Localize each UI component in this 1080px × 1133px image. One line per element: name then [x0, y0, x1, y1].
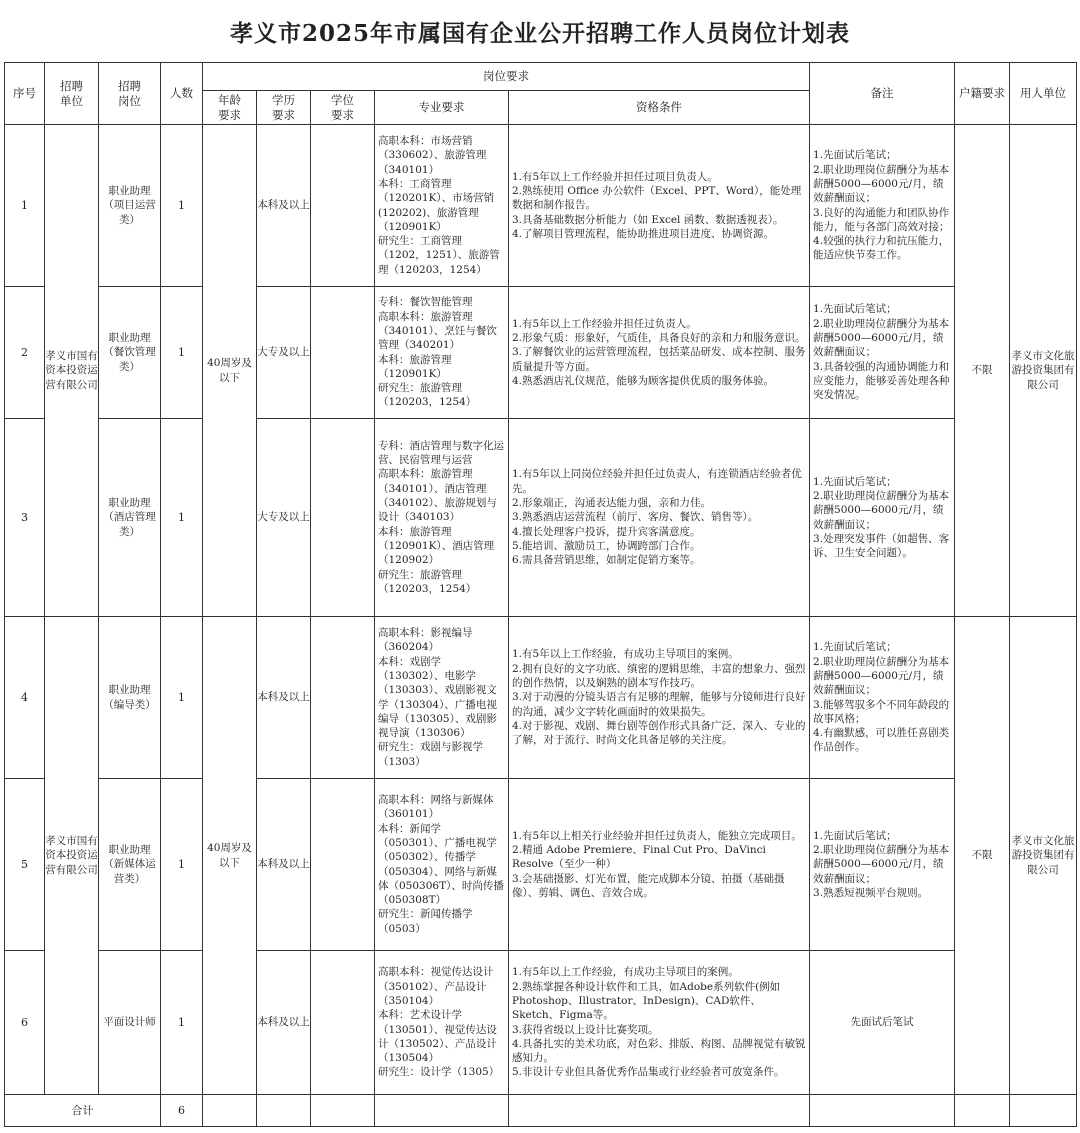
note-line: 4.较强的执行力和抗压能力，能适应快节奏工作。: [813, 235, 950, 262]
qual-line: 2.精通 Adobe Premiere、Final Cut Pro、DaVinci Resolve（至少一种）: [512, 844, 766, 871]
total-count: 6: [161, 1095, 203, 1127]
degree-cell: [311, 125, 375, 287]
req-line: 高职本科：旅游管理（340101）、酒店管理（340102）、旅游规划与设计（340103）: [378, 468, 497, 524]
note-cell: [810, 951, 955, 1095]
note-cell: [810, 125, 955, 287]
qual-line: 2.熟练掌握各种设计软件和工具，如Adobe系列软件(例如Photoshop、Illustrator、InDesign)、CAD软件、Sketch、Figma等。: [512, 980, 781, 1022]
qual-line: 5.非设计专业但具备优秀作品集或行业经验者可放宽条件。: [512, 1066, 785, 1079]
seq-cell: 5: [5, 779, 45, 951]
req-line: 研究生：戏剧与影视学（1303）: [378, 741, 483, 768]
note-cell: [810, 617, 955, 779]
count-cell: 1: [161, 617, 203, 779]
qual-line: 1.有5年以上同岗位经验并担任过负责人，有连锁酒店经验者优先。: [512, 468, 802, 495]
qual-line: 1.有5年以上相关行业经验并担任过负责人，能独立完成项目。: [512, 829, 802, 842]
major-cell: [375, 419, 509, 617]
header-major: 专业要求: [375, 91, 509, 125]
edu-cell: 大专及以上: [257, 287, 311, 419]
req-line: 研究生：新闻传播学（0503）: [378, 908, 473, 935]
req-line: 研究生：旅游管理（120203，1254）: [378, 568, 477, 595]
qual-line: 2.形象气质：形象好，气质佳，具备良好的亲和力和服务意识。: [512, 332, 806, 345]
edu-cell: 本科及以上: [257, 125, 311, 287]
table-row: [5, 951, 1077, 1095]
qual-cell: [509, 779, 810, 951]
page-title: 孝义市2025年市属国有企业公开招聘工作人员岗位计划表: [229, 20, 850, 47]
req-line: 本科：艺术设计学（130501）、视觉传达设计（130502）、产品设计（130504）: [378, 1009, 497, 1065]
count-cell: 1: [161, 419, 203, 617]
empty-cell: [257, 1095, 311, 1127]
header-count: 人数: [161, 63, 203, 125]
qual-line: 1.有5年以上工作经验，有成功主导项目的案例。: [512, 966, 739, 979]
qual-cell: [509, 617, 810, 779]
post-cell: 职业助理（餐饮管理类）: [99, 287, 161, 419]
qual-line: 3.对于动漫的分镜头语言有足够的理解，能够与分镜师进行良好的沟通，减少文字转化画面时的效果损失。: [512, 691, 806, 718]
age-cell: 40周岁及以下: [203, 125, 257, 617]
note-line: 先面试后笔试: [850, 1016, 914, 1029]
note-cell: [810, 779, 955, 951]
qual-line: 3.具备基础数据分析能力（如 Excel 函数、数据透视表）。: [512, 213, 784, 226]
req-line: 高职本科：市场营销（330602）、旅游管理（340101）: [378, 135, 487, 176]
note-line: 1.先面试后笔试；: [813, 641, 897, 654]
degree-cell: [311, 779, 375, 951]
qual-cell: [509, 125, 810, 287]
table-row: [5, 125, 1077, 287]
note-line: 3.处理突发事件（如超售、客诉、卫生安全问题）。: [813, 532, 950, 560]
empty-cell: [955, 1095, 1010, 1127]
req-line: 高职本科：影视编导（360204）: [378, 627, 473, 654]
header-degree: 学位 要求: [311, 91, 375, 125]
edu-cell: 大专及以上: [257, 419, 311, 617]
post-cell: 职业助理（项目运营类）: [99, 125, 161, 287]
req-line: 高职本科：视觉传达设计（350102）、产品设计（350104）: [378, 966, 494, 1007]
qual-line: 2.拥有良好的文字功底、缜密的逻辑思维，丰富的想象力、强烈的创作热情，以及娴熟的剧本写作技巧。: [512, 662, 806, 690]
req-line: 本科：旅游管理（120901K）、酒店管理（120902）: [378, 525, 495, 567]
qual-line: 3.会基础摄影、灯光布置，能完成脚本分镜、拍摄（基础摄像）、剪辑、调色、音效合成。: [512, 872, 785, 899]
header-group: 岗位要求: [203, 63, 810, 91]
qual-line: 2.形象端正，沟通表达能力强，亲和力佳。: [512, 497, 712, 510]
seq-cell: 2: [5, 287, 45, 419]
empty-cell: [509, 1095, 810, 1127]
qual-line: 6.需具备营销思维，如制定促销方案等。: [512, 554, 701, 567]
note-cell: [810, 419, 955, 617]
count-cell: 1: [161, 951, 203, 1095]
employer-cell: 孝义市文化旅游投资集团有限公司: [1010, 617, 1077, 1095]
total-label: 合计: [5, 1095, 161, 1127]
recruitment-plan-table: [4, 62, 1077, 1127]
post-cell: 职业助理（酒店管理类）: [99, 419, 161, 617]
table-row: [5, 779, 1077, 951]
post-cell: 职业助理（新媒体运营类）: [99, 779, 161, 951]
qual-line: 3.获得省级以上设计比赛奖项。: [512, 1023, 659, 1036]
header-seq: 序号: [5, 63, 45, 125]
hukou-cell: 不限: [955, 617, 1010, 1095]
empty-cell: [311, 1095, 375, 1127]
note-line: 3.熟悉短视频平台规则。: [813, 886, 929, 899]
qual-line: 4.擅长处理客户投诉，提升宾客满意度。: [512, 525, 701, 538]
header-qual: 资格条件: [509, 91, 810, 125]
table-row: [5, 617, 1077, 779]
qual-line: 4.了解项目管理流程，能协助推进项目进度、协调资源。: [512, 227, 775, 240]
seq-cell: 3: [5, 419, 45, 617]
edu-cell: 本科及以上: [257, 951, 311, 1095]
req-line: 专科：酒店管理与数字化运营、民宿管理与运营: [378, 439, 504, 467]
note-line: 3.具备较强的沟通协调能力和应变能力，能够妥善处理各种突发情况。: [813, 360, 950, 402]
post-cell: 平面设计师: [99, 951, 161, 1095]
qual-line: 4.熟悉酒店礼仪规范，能够为顾客提供优质的服务体验。: [512, 374, 775, 387]
req-line: 高职本科：旅游管理（340101）、烹饪与餐饮管理（340201）: [378, 310, 497, 352]
qual-line: 5.能培训、激励员工，协调跨部门合作。: [512, 539, 701, 552]
degree-cell: [311, 287, 375, 419]
qual-cell: [509, 287, 810, 419]
header-post: 招聘 岗位: [99, 63, 161, 125]
unit-cell: 孝义市国有资本投资运营有限公司: [45, 617, 99, 1095]
seq-cell: 4: [5, 617, 45, 779]
header-age: 年龄 要求: [203, 91, 257, 125]
total-row: [5, 1095, 1077, 1127]
qual-line: 1.有5年以上工作经验，有成功主导项目的案例。: [512, 648, 739, 661]
qual-line: 4.对于影视、戏剧、舞台剧等创作形式具备广泛、深入、专业的了解，对于流行、时尚文化具备足够的关注度。: [512, 719, 806, 747]
note-line: 2.职业助理岗位薪酬分为基本薪酬5000—6000元/月，绩效薪酬面议；: [813, 163, 950, 205]
empty-cell: [375, 1095, 509, 1127]
count-cell: 1: [161, 287, 203, 419]
note-line: 3.能够驾驭多个不同年龄段的故事风格；: [813, 698, 950, 725]
header-employer: 用人单位: [1010, 63, 1077, 125]
req-line: 本科：新闻学（050301）、广播电视学（050302）、传播学（050304）、网络与新媒体（050306T）、时尚传播（050308T）: [378, 822, 504, 907]
qual-line: 3.了解餐饮业的运营管理流程，包括菜品研发、成本控制、服务质量提升等方面。: [512, 346, 806, 373]
table-row: [5, 287, 1077, 419]
major-cell: [375, 617, 509, 779]
qual-line: 1.有5年以上工作经验并担任过项目负责人。: [512, 170, 718, 183]
note-line: 1.先面试后笔试；: [813, 149, 897, 162]
empty-cell: [810, 1095, 955, 1127]
unit-cell: 孝义市国有资本投资运营有限公司: [45, 125, 99, 617]
major-cell: [375, 951, 509, 1095]
req-line: 本科：戏剧学（130302）、电影学（130303）、戏剧影视文学（130304）、广播电视编导（130305）、戏剧影视导演（130306）: [378, 655, 497, 740]
seq-cell: 6: [5, 951, 45, 1095]
req-line: 研究生：旅游管理（120203，1254）: [378, 382, 477, 409]
degree-cell: [311, 617, 375, 779]
req-line: 高职本科：网络与新媒体（360101）: [378, 794, 494, 821]
header-hukou: 户籍要求: [955, 63, 1010, 125]
note-line: 1.先面试后笔试；: [813, 475, 897, 488]
major-cell: [375, 779, 509, 951]
note-line: 4.有幽默感，可以胜任喜剧类作品创作。: [813, 727, 950, 754]
note-cell: [810, 287, 955, 419]
note-line: 2.职业助理岗位薪酬分为基本薪酬5000—6000元/月，绩效薪酬面议；: [813, 844, 950, 885]
qual-line: 1.有5年以上工作经验并担任过负责人。: [512, 317, 697, 330]
count-cell: 1: [161, 779, 203, 951]
header-edu: 学历 要求: [257, 91, 311, 125]
count-cell: 1: [161, 125, 203, 287]
qual-line: 4.具备扎实的美术功底，对色彩、排版、构图、品牌视觉有敏锐感知力。: [512, 1037, 806, 1065]
degree-cell: [311, 951, 375, 1095]
major-cell: [375, 125, 509, 287]
note-line: 2.职业助理岗位薪酬分为基本薪酬5000—6000元/月，绩效薪酬面议；: [813, 655, 950, 697]
empty-cell: [203, 1095, 257, 1127]
qual-cell: [509, 951, 810, 1095]
edu-cell: 本科及以上: [257, 617, 311, 779]
note-line: 2.职业助理岗位薪酬分为基本薪酬5000—6000元/月，绩效薪酬面议；: [813, 317, 950, 359]
header-unit: 招聘 单位: [45, 63, 99, 125]
degree-cell: [311, 419, 375, 617]
note-line: 3.良好的沟通能力和团队协作能力，能与各部门高效对接；: [813, 206, 950, 233]
age-cell: 40周岁及以下: [203, 617, 257, 1095]
note-line: 1.先面试后笔试；: [813, 303, 897, 316]
major-cell: [375, 287, 509, 419]
empty-cell: [1010, 1095, 1077, 1127]
req-line: 研究生：工商管理（1202，1251）、旅游管理（120203，1254）: [378, 235, 500, 276]
req-line: 研究生：设计学（1305）: [378, 1066, 500, 1079]
qual-line: 2.熟练使用 Office 办公软件（Excel、PPT、Word），能处理数据和制作报告。: [512, 185, 802, 212]
post-cell: 职业助理（编导类）: [99, 617, 161, 779]
note-line: 1.先面试后笔试；: [813, 829, 897, 842]
req-line: 本科：旅游管理（120901K）: [378, 353, 452, 380]
seq-cell: 1: [5, 125, 45, 287]
table-row: [5, 419, 1077, 617]
edu-cell: 本科及以上: [257, 779, 311, 951]
header-note: 备注: [810, 63, 955, 125]
qual-cell: [509, 419, 810, 617]
hukou-cell: 不限: [955, 125, 1010, 617]
employer-cell: 孝义市文化旅游投资集团有限公司: [1010, 125, 1077, 617]
note-line: 2.职业助理岗位薪酬分为基本薪酬5000—6000元/月，绩效薪酬面议；: [813, 489, 950, 531]
req-line: 本科：工商管理（120201K）、市场营销(120202)、旅游管理（120901K）: [378, 177, 495, 233]
req-line: 专科：餐饮智能管理: [378, 296, 473, 309]
qual-line: 3.熟悉酒店运营流程（前厅、客房、餐饮、销售等）。: [512, 511, 759, 524]
